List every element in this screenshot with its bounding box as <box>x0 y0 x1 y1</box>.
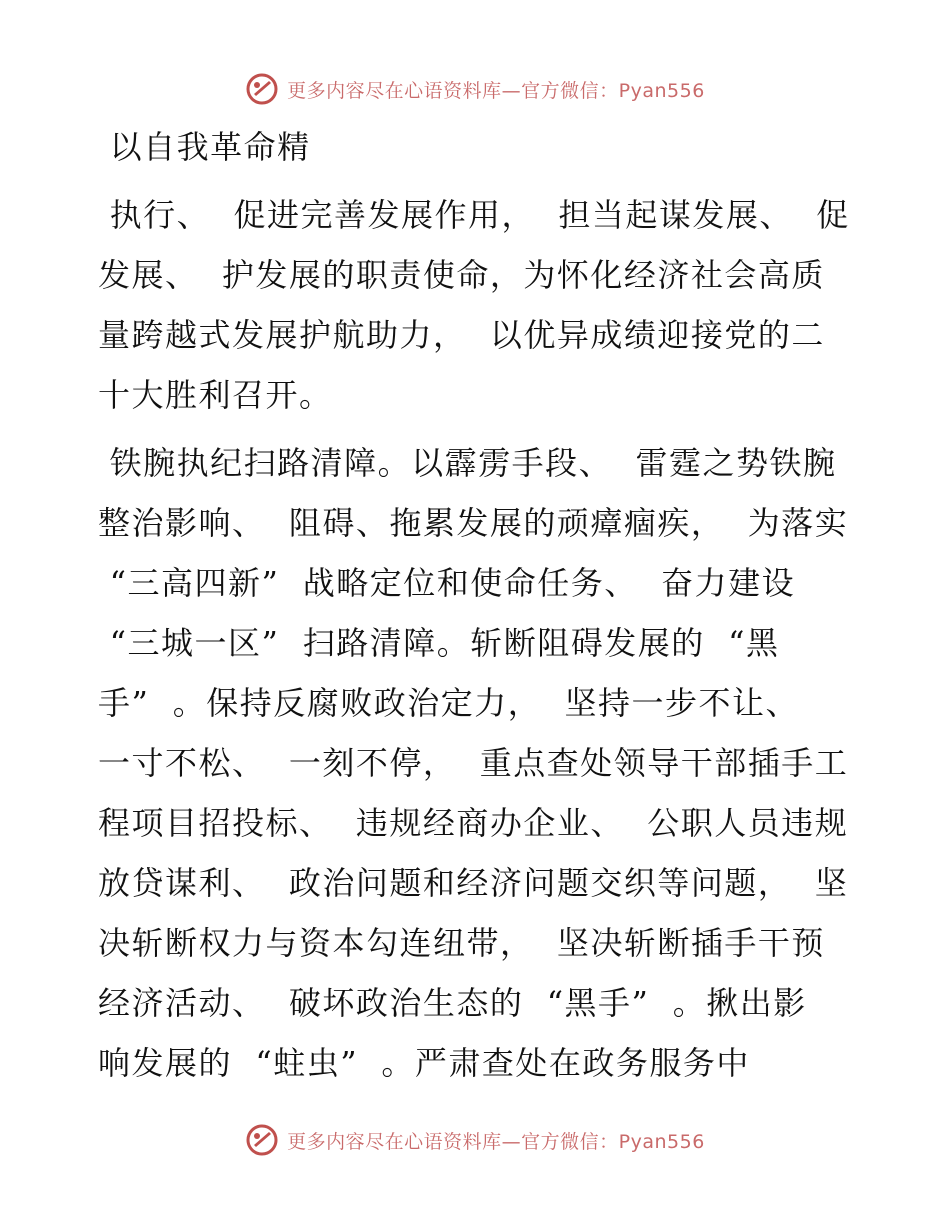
text-line: 以自我革命精 <box>98 128 311 166</box>
text-line: 手” 。保持反腐败政治定力， 坚持一步不让、 <box>98 684 800 722</box>
text-line: 十大胜利召开。 <box>98 376 333 414</box>
watermark-header <box>0 72 950 106</box>
text-line: 整治影响、 阻碍、拖累发展的顽瘴痼疾， 为落实 <box>98 504 849 542</box>
text-line: “三高四新” 战略定位和使命任务、 奋力建设 <box>98 564 796 602</box>
text-line: 发展、 护发展的职责使命，为怀化经济社会高质 <box>98 256 825 294</box>
watermark-footer <box>0 1123 950 1157</box>
text-line: 决斩断权力与资本勾连纽带， 坚决斩断插手干预 <box>98 924 825 962</box>
text-line: 经济活动、 破坏政治生态的 “黑手” 。揪出影 <box>98 984 807 1022</box>
text-line: 执行、 促进完善发展作用， 担当起谋发展、 促 <box>98 196 850 234</box>
text-line: 放贷谋利、 政治问题和经济问题交织等问题， 坚 <box>98 864 849 902</box>
watermark-text: 更多内容尽在心语资料库—官方微信：Pyan556 <box>287 1130 705 1153</box>
logo-icon <box>245 72 279 106</box>
logo-icon <box>245 1123 279 1157</box>
text-line: “三城一区” 扫路清障。斩断阻碍发展的 “黑 <box>98 624 780 662</box>
text-line: 响发展的 “蛀虫” 。严肃查处在政务服务中 <box>98 1044 750 1082</box>
text-line: 铁腕执纪扫路清障。以霹雳手段、 雷霆之势铁腕 <box>98 444 837 482</box>
text-line: 程项目招投标、 违规经商办企业、 公职人员违规 <box>98 804 849 842</box>
document-body <box>98 118 858 1092</box>
text-line: 一寸不松、 一刻不停， 重点查处领导干部插手工 <box>98 744 849 782</box>
text-line: 量跨越式发展护航助力， 以优异成绩迎接党的二 <box>98 316 825 354</box>
watermark-text: 更多内容尽在心语资料库—官方微信：Pyan556 <box>287 79 705 102</box>
